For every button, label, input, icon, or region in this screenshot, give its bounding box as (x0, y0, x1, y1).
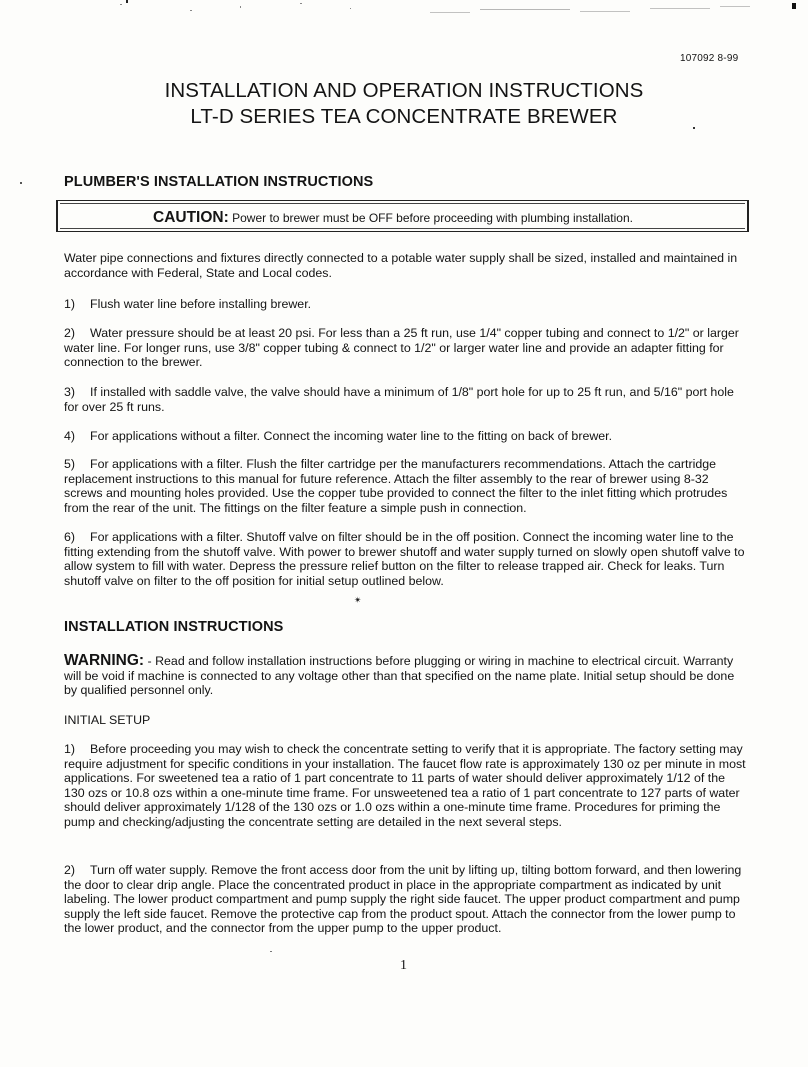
caution-box (56, 200, 749, 232)
caution-notice (153, 209, 633, 227)
caution-label: CAUTION: (153, 209, 229, 226)
step-text: For applications with a filter. Shutoff valve on filter should be in the off position. Connect the incoming water line to the fitting extending from the shutoff valve. With power to brewer shutoff and water supply turned on slowly open shutoff valve to allow system to fill with water. Depress the pressure relief button on the filter to release trapped air. Check for leaks. Turn shutoff valve on filter to the off position for initial setup outlined below. (64, 530, 745, 588)
step-number: 5) (64, 457, 76, 471)
scan-speck (270, 951, 272, 952)
step-text: Flush water line before installing brewer. (90, 297, 312, 311)
document-number: 107092 8-99 (680, 53, 739, 64)
plumbing-codes-paragraph: Water pipe connections and fixtures directly connected to a potable water supply shall be sized, installed and maintained in accordance with Federal, State and Local codes. (64, 251, 738, 280)
step-number: 6) (64, 530, 76, 544)
scan-speck: ✴ (354, 595, 362, 605)
setup-step-1 (64, 742, 748, 830)
caution-text: Power to brewer must be OFF before proceeding with plumbing installation. (232, 211, 633, 225)
scan-speck (693, 127, 695, 129)
warning-label: WARNING: (64, 652, 145, 669)
plumber-step-4 (64, 429, 748, 444)
page-title: INSTALLATION AND OPERATION INSTRUCTIONS (164, 79, 644, 102)
plumber-step-1 (64, 297, 748, 312)
plumber-step-6 (64, 530, 748, 588)
page-subtitle: LT-D SERIES TEA CONCENTRATE BREWER (190, 105, 618, 128)
plumber-section-heading: PLUMBER'S INSTALLATION INSTRUCTIONS (64, 174, 374, 190)
setup-step-2 (64, 863, 748, 936)
warning-paragraph (64, 654, 748, 698)
page-number: 1 (400, 958, 407, 973)
initial-setup-subheading: INITIAL SETUP (64, 713, 151, 727)
plumber-step-3 (64, 385, 748, 414)
step-text: For applications with a filter. Flush the filter cartridge per the manufacturers recommendations. Attach the cartridge replacement instructions to this manual for future reference. Attach the filter assembly to the rear of brewer using 8-32 screws and mounting holes provided. Use the copper tube provided to connect the filter to the inlet fitting which protrudes from the rear of the unit. The fittings on the filter feature a simple push in connection. (64, 457, 728, 515)
step-text: If installed with saddle valve, the valve should have a minimum of 1/8" port hole for up to 25 ft run, and 5/16" port hole for over 25 ft runs. (64, 385, 734, 414)
scan-noise-top (0, 0, 808, 20)
install-section-heading: INSTALLATION INSTRUCTIONS (64, 619, 284, 635)
step-number: 1) (64, 297, 76, 311)
step-number: 1) (64, 742, 76, 756)
plumber-step-5 (64, 457, 748, 515)
plumber-step-2 (64, 326, 748, 370)
step-number: 2) (64, 863, 76, 877)
step-text: Before proceeding you may wish to check the concentrate setting to verify that it is appropriate. The factory setting may require adjustment for specific conditions in your installation. The faucet flow rate is approximately 130 oz per minute in most applications. For sweetened tea a ratio of 1 part concentrate to 11 parts of water should deliver approximately 1/12 of the 130 ozs or 10.8 ozs within a one-minute time frame. For unsweetened tea a ratio of 1 part concentrate to 127 parts of water should deliver approximately 1/128 of the 130 ozs or 1.0 ozs within a one-minute time frame. Procedures for priming the pump and checking/adjusting the concentrate setting are detailed in the next several steps. (64, 742, 746, 829)
step-text: Water pressure should be at least 20 psi. For less than a 25 ft run, use 1/4" copper tubing and connect to 1/2" or larger water line. For longer runs, use 3/8" copper tubing & connect to 1/2" or larger water line and provide an adapter fitting for connection to the brewer. (64, 326, 739, 370)
step-number: 4) (64, 429, 76, 443)
scan-speck (20, 182, 22, 184)
warning-text: - Read and follow installation instructions before plugging or wiring in machine to electrical circuit. Warranty will be void if machine is connected to any voltage other than that specified on the name plate. Initial setup should be done by qualified personnel only. (64, 654, 735, 698)
step-number: 2) (64, 326, 76, 340)
step-number: 3) (64, 385, 76, 399)
step-text: Turn off water supply. Remove the front access door from the unit by lifting up, tilting bottom forward, and then lowering the door to clear drip angle. Place the concentrated product in place in the appropriate compartment as indicated by unit labeling. The lower product compartment and pump supply the right side faucet. The upper product compartment and pump supply the left side faucet. Remove the protective cap from the product spout. Attach the connector from the lower pump to the lower product, and the connector from the upper pump to the upper product. (64, 863, 742, 936)
step-text: For applications without a filter. Connect the incoming water line to the fitting on back of brewer. (90, 429, 613, 443)
